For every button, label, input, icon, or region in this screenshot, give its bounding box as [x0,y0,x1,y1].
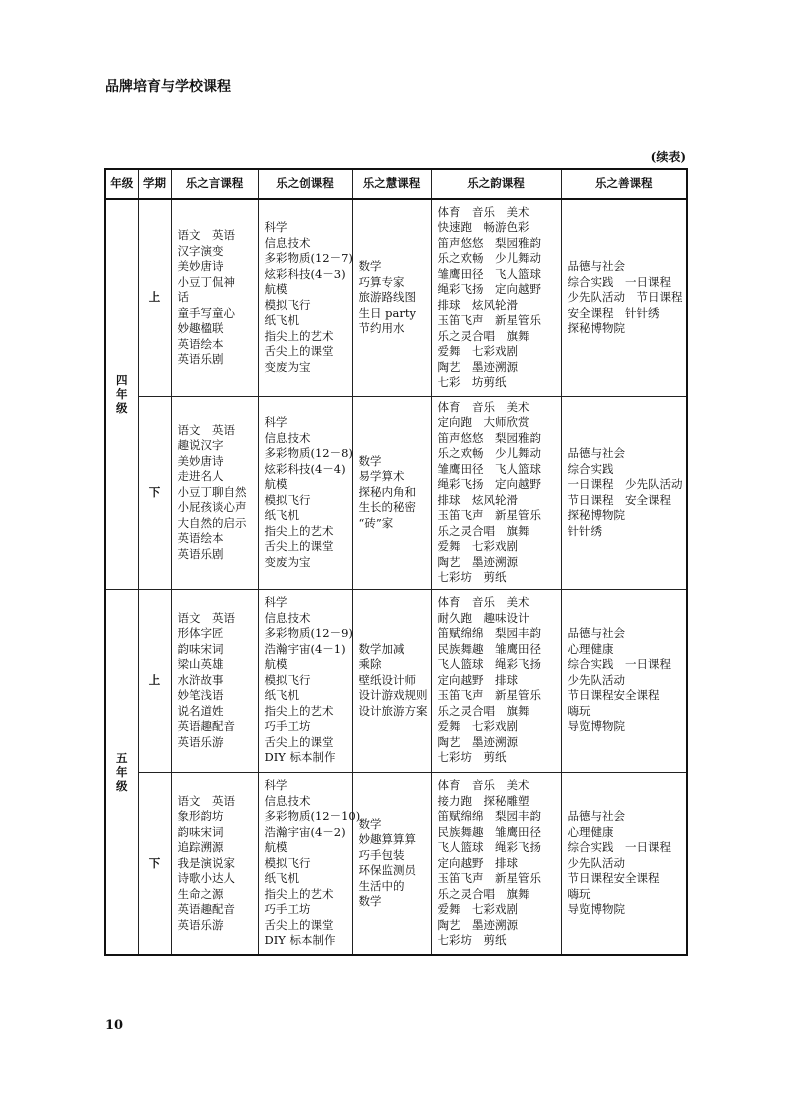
course-line: 体育 音乐 美术 [437,595,530,610]
hui-course-cell [352,772,431,955]
course-line: 品德与社会 [567,626,625,641]
course-line: 走进名人 [177,469,224,484]
course-line: 体育 音乐 美术 [437,204,530,219]
course-line: 体育 音乐 美术 [437,778,530,792]
course-line: 纸飞机 [264,313,299,328]
table-row [105,772,687,955]
course-line: 小豆丁聊自然 [177,484,247,499]
course-line: 英语乐剧 [177,546,224,561]
course-line: 爱舞 七彩戏剧 [437,902,518,916]
yan-course-cell [171,589,258,772]
chuang-course-cell [258,772,361,955]
course-line: 设计旅游方案 [358,703,428,718]
course-line: 模拟飞行 [264,855,311,870]
course-line: 小屁孩谈心声 [177,500,247,515]
course-line: 变废为宝 [264,554,311,569]
term-cell: 下 [138,396,171,589]
course-line: 雏鹰田径 飞人篮球 [437,461,541,476]
course-line: 乘除 [358,657,382,672]
course-line: 定向跑 大师欣赏 [437,415,530,429]
course-line: 童手写童心 [177,305,235,320]
course-line: 浩瀚宇宙(4－1) [264,641,346,656]
course-line: 纸飞机 [264,871,299,885]
course-line: 指尖上的艺术 [264,523,334,538]
course-line: 民族舞趣 雏鹰田径 [437,641,541,656]
course-line: 雏鹰田径 飞人篮球 [437,266,541,281]
course-line: 笛声悠悠 梨园雅韵 [437,430,541,445]
header-chuang-course: 乐之创课程 [258,169,352,199]
course-line: 乐之欢畅 少儿舞动 [437,251,541,266]
course-line: 韵味宋词 [177,641,224,656]
course-line: 安全课程 针针绣 [567,305,660,320]
course-line: 乐之灵合唱 旗舞 [437,328,530,343]
course-line: 信息技术 [264,235,311,250]
course-line: 一日课程 少先队活动 [567,477,683,491]
course-line: 巧算专家 [358,274,405,289]
header-shan-course: 乐之善课程 [561,169,687,199]
course-line: 玉笛飞声 新星管乐 [437,871,541,885]
course-line: 玉笛飞声 新星管乐 [437,508,541,522]
course-line: 炫彩科技(4－3) [264,266,346,281]
course-line: 多彩物质(12－10) [264,809,361,823]
course-line: 飞人篮球 绳彩飞扬 [437,657,541,672]
course-line: 民族舞趣 雏鹰田径 [437,824,541,839]
yan-course-cell [171,199,258,396]
course-line: 乐之灵合唱 旗舞 [437,523,530,538]
course-line: 品德与社会 [567,446,625,460]
table-header-row [105,169,687,199]
curriculum-table [104,168,688,956]
term-cell: 上 [138,199,171,396]
yun-course-cell [431,396,561,589]
yun-course-cell [431,772,561,955]
course-line: 大自然的启示 [177,515,247,530]
hui-course-cell [352,199,431,396]
course-line: 乐之欢畅 少儿舞动 [437,446,541,460]
course-line: 导览博物院 [567,719,625,734]
shan-course-cell [561,396,687,589]
course-line: 少先队活动 [567,855,625,870]
course-line: 节日课程安全课程 [567,688,660,703]
course-line: “砖”家 [358,515,394,530]
chuang-course-cell [258,396,352,589]
course-line: 英语乐剧 [177,352,224,366]
course-line: 模拟飞行 [264,672,311,687]
course-line: 数学 [358,453,382,468]
table-row [105,589,687,772]
grade-label: 五年级 [116,750,128,793]
course-line: 英语绘本 [177,531,224,546]
running-header: 品牌培育与学校课程 [105,79,231,95]
chuang-course-cell [258,199,352,396]
course-line: 生日 party [358,305,416,320]
header-yan-course: 乐之言课程 [171,169,258,199]
course-line: 韵味宋词 [177,824,224,839]
yun-course-cell [431,199,561,396]
course-line: 语文 英语 [177,422,235,437]
course-line: 英语乐游 [177,917,224,932]
course-line: 笛赋绵绵 梨园丰韵 [437,809,541,823]
course-line: 纸飞机 [264,508,299,522]
course-line: 导览博物院 [567,902,625,916]
course-line: 信息技术 [264,793,311,808]
course-line: 妙趣楹联 [177,321,224,335]
course-line: 探秘博物院 [567,321,625,335]
course-line: 模拟飞行 [264,297,311,312]
course-line: 七彩坊 剪纸 [437,933,507,947]
course-line: 变废为宝 [264,359,311,374]
course-line: 巧手包装 [358,847,405,862]
course-line: 少先队活动 节日课程 [567,290,683,304]
course-line: 舌尖上的课堂 [264,539,334,553]
course-line: 爱舞 七彩戏剧 [437,344,518,359]
course-line: 绳彩飞扬 定向越野 [437,282,541,297]
grade-label: 四年级 [116,373,128,416]
course-line: 旅游路线图 [358,290,416,304]
course-line: 炫彩科技(4－4) [264,461,346,476]
course-line: 纸飞机 [264,688,299,703]
course-line: 数学加减 [358,641,405,656]
course-line: 定向越野 排球 [437,672,518,687]
course-line: 诗歌小达人 [177,871,235,885]
continued-label: (续表) [650,150,686,164]
course-line: 品德与社会 [567,259,625,273]
yan-course-cell [171,772,258,955]
yan-course-cell [171,396,258,589]
course-line: 形体字匠 [177,626,224,641]
course-line: 我是演说家 [177,855,235,870]
hui-course-cell [352,396,431,589]
header-grade: 年级 [105,169,138,199]
course-line: 多彩物质(12－9) [264,626,353,641]
course-line: 话 [177,290,189,304]
course-line: 针针绣 [567,523,602,538]
course-line: 象形韵坊 [177,809,224,823]
course-line: 七彩 坊剪纸 [437,375,507,390]
page-number: 10 [105,1018,124,1033]
course-line: 指尖上的艺术 [264,703,334,718]
course-line: 综合实践 一日课程 [567,274,671,289]
shan-course-cell [561,772,687,955]
course-line: 美妙唐诗 [177,453,224,468]
course-line: 陶艺 墨迹溯源 [437,917,518,932]
course-line: 科学 [264,415,288,429]
course-line: 节日课程安全课程 [567,871,660,885]
table-row [105,199,687,396]
course-line: 品德与社会 [567,809,625,823]
course-line: 舌尖上的课堂 [264,344,334,359]
course-line: 笛声悠悠 梨园雅韵 [437,235,541,250]
course-line: 环保监测员 [358,863,416,878]
term-cell: 上 [138,589,171,772]
course-line: 航模 [264,840,288,854]
course-line: 飞人篮球 绳彩飞扬 [437,840,541,854]
course-line: 英语趣配音 [177,719,235,734]
course-line: 追踪溯源 [177,840,224,854]
course-line: 航模 [264,477,288,491]
course-line: DIY 标本制作 [264,933,336,947]
course-line: 少先队活动 [567,672,625,687]
course-line: 陶艺 墨迹溯源 [437,734,518,749]
course-line: 生命之源 [177,886,224,901]
course-line: 综合实践 一日课程 [567,657,671,672]
course-line: 说名道姓 [177,703,224,718]
course-line: 水浒故事 [177,672,224,687]
course-line: 探秘内角和 [358,484,416,499]
course-line: 生长的秘密 [358,500,416,515]
course-line: 设计游戏规则 [358,688,428,703]
course-line: 七彩坊 剪纸 [437,570,507,584]
header-hui-course: 乐之慧课程 [352,169,431,199]
course-line: 爱舞 七彩戏剧 [437,539,518,553]
course-line: 心理健康 [567,641,614,656]
course-line: 多彩物质(12－8) [264,446,353,460]
course-line: 节约用水 [358,321,405,335]
course-line: 语文 英语 [177,228,235,242]
course-line: 巧手工坊 [264,902,311,916]
course-line: 定向越野 排球 [437,855,518,870]
course-line: 壁纸设计师 [358,672,416,687]
hui-course-cell [352,589,431,772]
table-row [105,396,687,589]
course-line: 指尖上的艺术 [264,886,334,901]
course-line: 乐之灵合唱 旗舞 [437,886,530,901]
course-line: 体育 音乐 美术 [437,399,530,414]
course-line: 陶艺 墨迹溯源 [437,554,518,569]
course-line: 信息技术 [264,430,311,445]
course-line: 英语乐游 [177,734,224,749]
course-line: 嗨玩 [567,886,591,901]
course-line: 生活中的 [358,878,405,893]
course-line: 排球 炫风轮滑 [437,492,518,507]
course-line: 多彩物质(12－7) [264,251,353,266]
course-line: 舌尖上的课堂 [264,734,334,749]
course-line: 嗨玩 [567,703,591,718]
course-line: 爱舞 七彩戏剧 [437,719,518,734]
course-line: 信息技术 [264,610,311,625]
course-line: 妙笔浅语 [177,688,224,703]
course-line: 英语绘本 [177,336,224,351]
shan-course-cell [561,589,687,772]
course-line: 巧手工坊 [264,719,311,734]
course-line: 妙趣算算算 [358,832,416,847]
course-line: 探秘博物院 [567,508,625,522]
course-line: 汉字演变 [177,243,224,258]
course-line: 语文 英语 [177,610,235,625]
course-line: 数学 [358,816,382,831]
course-line: DIY 标本制作 [264,750,336,765]
chuang-course-cell [258,589,352,772]
course-line: 科学 [264,220,288,235]
course-line: 科学 [264,595,288,610]
course-line: 心理健康 [567,824,614,839]
course-line: 七彩坊 剪纸 [437,750,507,765]
course-line: 快速跑 畅游色彩 [437,220,530,235]
grade-cell [105,589,138,955]
course-line: 梁山英雄 [177,657,224,672]
course-line: 综合实践 [567,461,614,476]
course-line: 模拟飞行 [264,492,311,507]
course-line: 玉笛飞声 新星管乐 [437,313,541,328]
course-line: 小豆丁侃神 [177,274,235,289]
course-line: 综合实践 一日课程 [567,840,671,854]
course-line: 接力跑 探秘雕塑 [437,793,530,808]
course-line: 易学算术 [358,469,405,484]
course-line: 乐之灵合唱 旗舞 [437,703,530,718]
course-line: 玉笛飞声 新星管乐 [437,688,541,703]
course-line: 数学 [358,894,382,909]
course-line: 航模 [264,657,288,672]
course-line: 指尖上的艺术 [264,328,334,343]
course-line: 美妙唐诗 [177,259,224,273]
course-line: 浩瀚宇宙(4－2) [264,824,346,839]
course-line: 科学 [264,778,288,792]
header-yun-course: 乐之韵课程 [431,169,561,199]
course-line: 航模 [264,282,288,297]
course-line: 耐久跑 趣味设计 [437,610,530,625]
course-line: 语文 英语 [177,793,235,808]
shan-course-cell [561,199,687,396]
grade-cell [105,199,138,589]
term-cell: 下 [138,772,171,955]
course-line: 绳彩飞扬 定向越野 [437,477,541,491]
yun-course-cell [431,589,561,772]
course-line: 节日课程 安全课程 [567,492,671,507]
header-term: 学期 [138,169,171,199]
course-line: 舌尖上的课堂 [264,917,334,932]
course-line: 数学 [358,259,382,273]
course-line: 陶艺 墨迹溯源 [437,359,518,374]
course-line: 排球 炫风轮滑 [437,297,518,312]
course-line: 趣说汉字 [177,438,224,453]
course-line: 英语趣配音 [177,902,235,916]
course-line: 笛赋绵绵 梨园丰韵 [437,626,541,641]
